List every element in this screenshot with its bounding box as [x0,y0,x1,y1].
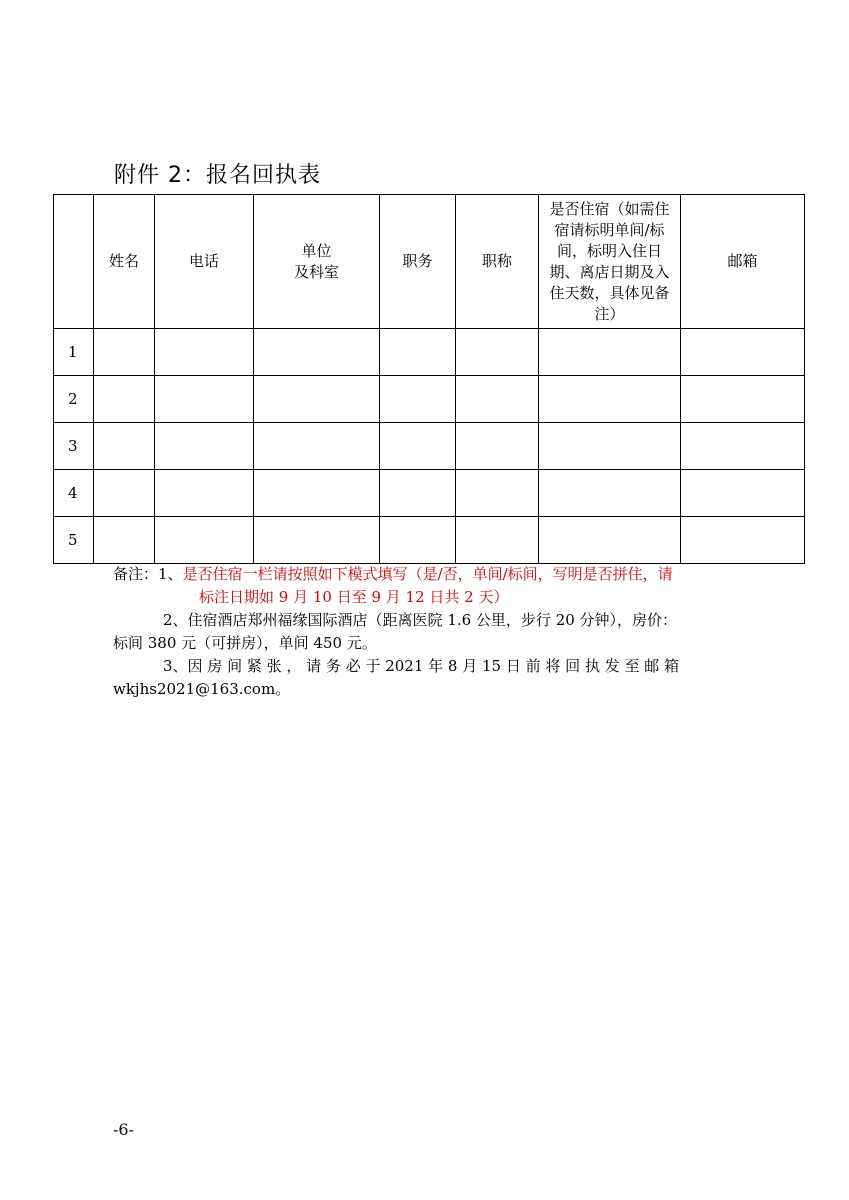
note-1-prefix: 1、 [158,565,183,583]
unit-cell[interactable] [254,517,380,564]
unit-cell[interactable] [254,470,380,517]
accommodation-cell[interactable] [539,376,681,423]
note-1-red-continuation: 标注日期如 9 月 10 日至 9 月 12 日共 2 天） [199,588,509,606]
note-2: 2、住宿酒店郑州福缘国际酒店（距离医院 1.6 公里，步行 20 分钟），房价： [163,611,678,629]
header-position: 职务 [380,195,456,329]
header-title: 职称 [456,195,539,329]
accommodation-cell[interactable] [539,423,681,470]
position-cell[interactable] [380,423,456,470]
header-row [54,195,805,329]
email-cell[interactable] [681,470,805,517]
header-accommodation-label: 是否住宿（如需住宿请标明单间/标间，标明入住日期、离店日期及入住天数，具体见备注） [549,199,670,323]
phone-cell[interactable] [155,470,254,517]
document-title: 附件 2：报名回执表 [114,163,321,188]
position-cell[interactable] [380,376,456,423]
name-cell[interactable] [94,423,155,470]
title-cell[interactable] [456,329,539,376]
row-number: 5 [54,517,94,564]
accommodation-cell[interactable] [539,329,681,376]
note-3-continuation: wkjhs2021@163.com。 [113,680,291,698]
position-cell[interactable] [380,470,456,517]
table-row [54,423,805,470]
notes-section [113,563,759,701]
unit-cell[interactable] [254,423,380,470]
header-unit [254,195,380,329]
unit-cell[interactable] [254,329,380,376]
phone-cell[interactable] [155,423,254,470]
header-phone: 电话 [155,195,254,329]
title-cell[interactable] [456,376,539,423]
unit-cell[interactable] [254,376,380,423]
title-cell[interactable] [456,423,539,470]
note-1 [113,563,759,586]
header-email: 邮箱 [681,195,805,329]
row-number: 3 [54,423,94,470]
name-cell[interactable] [94,517,155,564]
note-2-continuation: 标间 380 元（可拼房），单间 450 元。 [113,634,377,652]
title-cell[interactable] [456,517,539,564]
table-row [54,470,805,517]
name-cell[interactable] [94,470,155,517]
phone-cell[interactable] [155,517,254,564]
header-unit-label: 单位 及科室 [293,241,339,281]
registration-table [53,194,805,564]
row-number: 2 [54,376,94,423]
email-cell[interactable] [681,329,805,376]
email-cell[interactable] [681,376,805,423]
table-row [54,517,805,564]
table-row [54,376,805,423]
header-accommodation [539,195,681,329]
row-number: 4 [54,470,94,517]
page-number: -6- [113,1120,134,1139]
name-cell[interactable] [94,329,155,376]
email-cell[interactable] [681,517,805,564]
accommodation-cell[interactable] [539,470,681,517]
position-cell[interactable] [380,517,456,564]
email-cell[interactable] [681,423,805,470]
accommodation-cell[interactable] [539,517,681,564]
note-1-red-text: 是否住宿一栏请按照如下模式填写（是/否，单间/标间，写明是否拼住，请 [182,565,673,583]
header-name: 姓名 [94,195,155,329]
phone-cell[interactable] [155,376,254,423]
phone-cell[interactable] [155,329,254,376]
name-cell[interactable] [94,376,155,423]
header-index [54,195,94,329]
row-number: 1 [54,329,94,376]
position-cell[interactable] [380,329,456,376]
title-cell[interactable] [456,470,539,517]
notes-label: 备注： [113,565,159,583]
table-row [54,329,805,376]
note-3: 3、因 房 间 紧 张 ， 请 务 必 于 2021 年 8 月 15 日 前 将 回 执 发 至 邮 箱 [163,657,680,675]
